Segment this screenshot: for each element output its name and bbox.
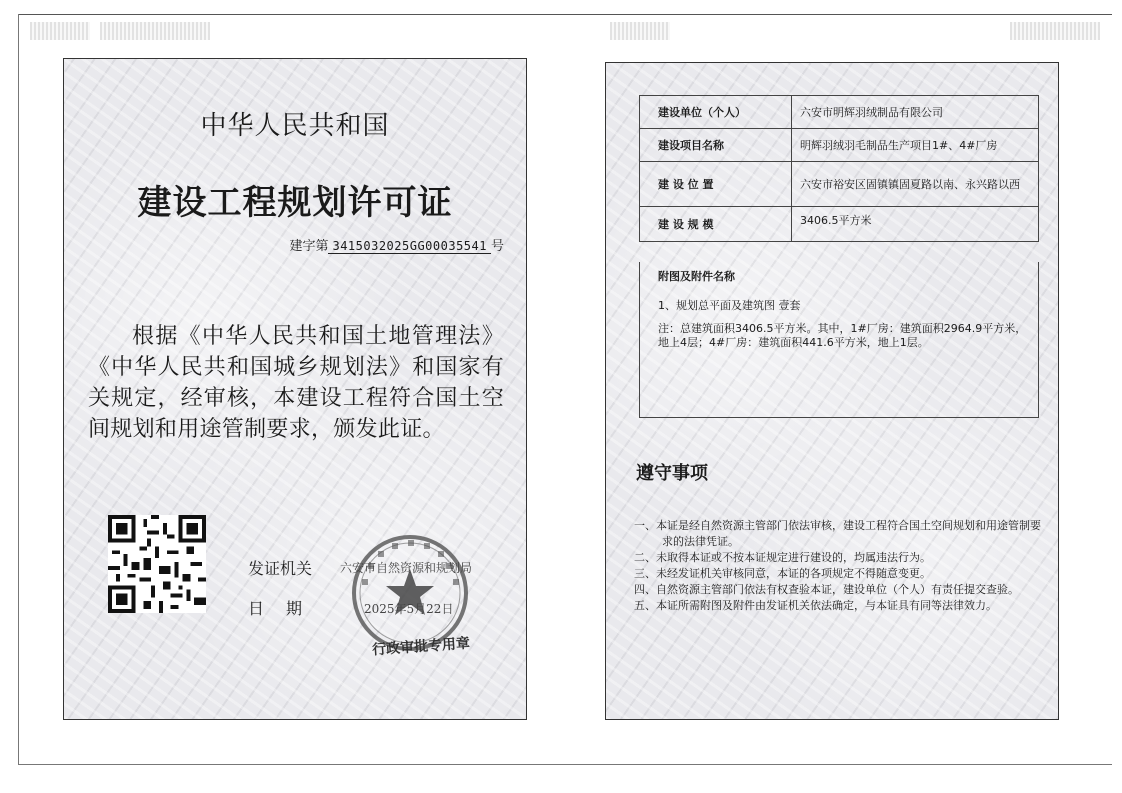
issue-date: 2025年5月22日 bbox=[364, 602, 454, 616]
cert-prefix: 建字第 bbox=[289, 239, 329, 254]
table-row bbox=[640, 96, 1039, 129]
rules-list bbox=[634, 518, 1044, 614]
rule-item: 四、自然资源主管部门依法有权查验本证，建设单位（个人）有责任提交查验。 bbox=[634, 583, 1019, 596]
rule-item: 一、本证是经自然资源主管部门依法审核，建设工程符合国土空间规划和用途管制要求的法律凭证。 bbox=[634, 519, 1041, 548]
attachments-section bbox=[639, 262, 1039, 418]
attachment-note: 注：总建筑面积3406.5平方米。其中，1#厂房：建筑面积2964.9平方米，地上4层；4#厂房：建筑面积441.6平方米，地上1层。 bbox=[658, 322, 1027, 349]
table-value: 六安市裕安区固镇镇固夏路以南、永兴路以西 bbox=[792, 162, 1039, 207]
rule-item: 三、未经发证机关审核同意，本证的各项规定不得随意变更。 bbox=[634, 567, 931, 580]
scan-artifact bbox=[100, 22, 210, 40]
table-row bbox=[640, 207, 1039, 242]
scan-artifact bbox=[30, 22, 90, 40]
table-row bbox=[640, 129, 1039, 162]
table-value: 六安市明辉羽绒制品有限公司 bbox=[792, 96, 1039, 129]
date-label: 日期 bbox=[248, 599, 325, 618]
certificate-right-page bbox=[605, 62, 1059, 720]
certificate-title: 建设工程规划许可证 bbox=[137, 183, 453, 223]
rule-item: 五、本证所需附图及附件由发证机关依法确定，与本证具有同等法律效力。 bbox=[634, 599, 997, 612]
project-info-table bbox=[639, 95, 1039, 242]
issuer-label: 发证机关 bbox=[248, 559, 313, 578]
certificate-left-page bbox=[63, 58, 527, 720]
table-label: 建 设 规 模 bbox=[640, 207, 792, 242]
table-label: 建设单位（个人） bbox=[640, 96, 792, 129]
cert-suffix: 号 bbox=[490, 239, 504, 254]
scan-artifact bbox=[1010, 22, 1100, 40]
country-name: 中华人民共和国 bbox=[200, 111, 390, 141]
table-label: 建设项目名称 bbox=[640, 129, 792, 162]
table-value: 明辉羽绒羽毛制品生产项目1#、4#厂房 bbox=[792, 129, 1039, 162]
table-label: 建 设 位 置 bbox=[640, 162, 792, 207]
scan-border-top bbox=[18, 14, 1112, 15]
table-row bbox=[640, 162, 1039, 207]
seal-text: 行政审批专用章 bbox=[371, 635, 471, 659]
table-value: 3406.5平方米 bbox=[792, 207, 1039, 242]
rules-title: 遵守事项 bbox=[636, 463, 708, 484]
rule-item: 二、未取得本证或不按本证规定进行建设的，均属违法行为。 bbox=[634, 551, 931, 564]
qr-code bbox=[108, 515, 206, 613]
attachments-title: 附图及附件名称 bbox=[658, 270, 735, 283]
issuer-value: 六安市自然资源和规划局 bbox=[340, 561, 473, 575]
scan-border-left bbox=[18, 14, 19, 764]
certificate-body-text: 根据《中华人民共和国土地管理法》《中华人民共和国城乡规划法》和国家有关规定，经审核，本建设工程符合国土空间规划和用途管制要求，颁发此证。 bbox=[88, 324, 504, 442]
attachment-item: 1、规划总平面及建筑图 壹套 bbox=[658, 299, 801, 312]
certificate-number: 3415032025GG00035541 bbox=[328, 239, 491, 254]
certificate-number-line bbox=[289, 235, 504, 254]
scan-artifact bbox=[610, 22, 670, 40]
scan-border-bottom bbox=[18, 764, 1112, 765]
